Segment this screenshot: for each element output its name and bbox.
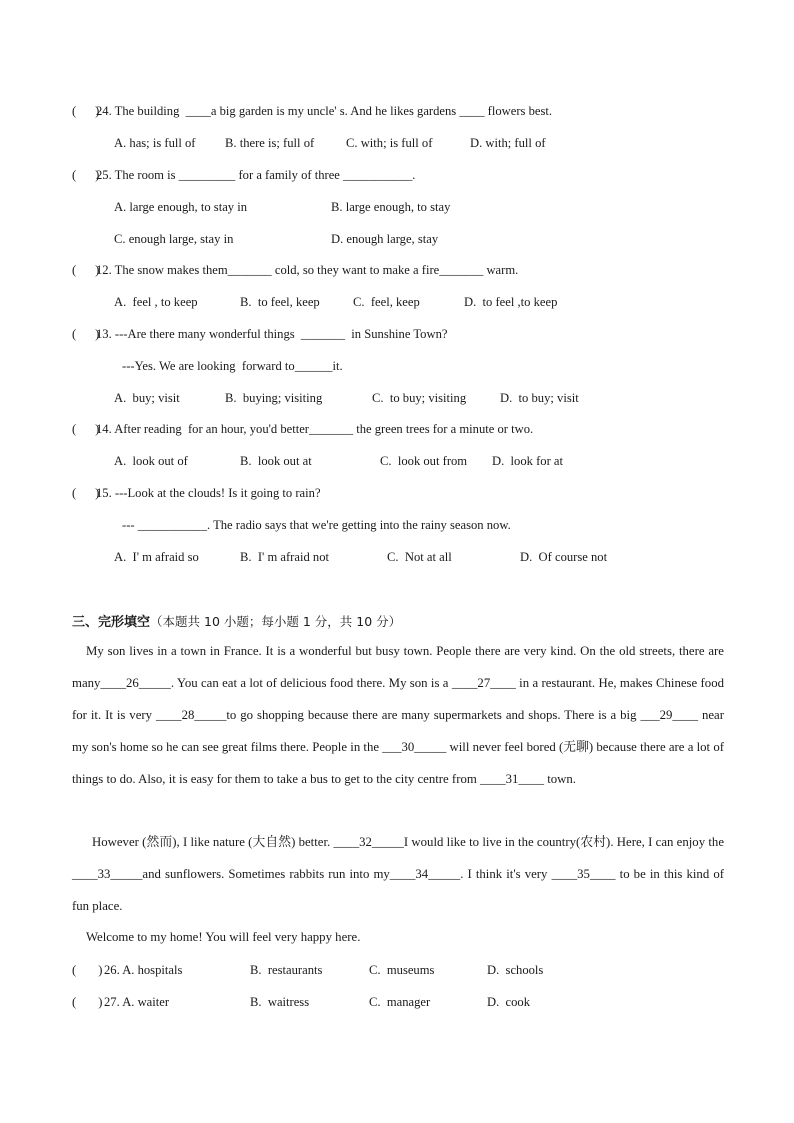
option-d: D. to feel ,to keep xyxy=(464,295,558,309)
option-a: A. I' m afraid so xyxy=(114,550,199,564)
section-subtitle: （本题共 10 小题；每小题 1 分，共 10 分） xyxy=(150,614,402,629)
question-stem: 24. The building ____a big garden is my uncle' s. And he likes gardens ____ flowers best. xyxy=(96,104,553,118)
question-stem: 13. ---Are there many wonderful things _______ in Sunshine Town? xyxy=(96,327,448,341)
question-stem: 25. The room is _________ for a family of three ___________. xyxy=(96,168,416,182)
option-b: B. look out at xyxy=(240,454,312,468)
cloze-option-d: D. cook xyxy=(487,995,531,1009)
blank-30: ___30_____ xyxy=(382,739,447,754)
option-b: B. to feel, keep xyxy=(240,295,320,309)
option-c: C. enough large, stay in xyxy=(114,232,234,246)
option-d: D. with; full of xyxy=(470,136,546,150)
option-c: C. Not at all xyxy=(387,550,452,564)
blank-26: ____26_____ xyxy=(100,675,171,690)
answer-paren[interactable]: ( ) xyxy=(72,486,100,500)
cloze-option-c: C. museums xyxy=(369,963,435,977)
passage-paragraph-1: My son lives in a town in France. It is a wonderful but busy town. People there are very kind. On the old streets, there are many____26_____. You can eat a lot of delicious food there. My son is a ____27____ in a restaurant. He, makes Chinese food for it. It is very ____28_____to go shopping because there are many supermarkets and shops. There is a big ___29____ near my son's home so he can see great films there. People in the ___30_____ will never feel bored (无聊) because there are a lot of things to do. Also, it is easy for them to take a bus to get to the city centre from ____31____ town. xyxy=(72,644,724,786)
option-c: C. with; is full of xyxy=(346,136,433,150)
option-d: D. enough large, stay xyxy=(331,232,439,246)
cloze-option-c: C. manager xyxy=(369,995,431,1009)
answer-paren[interactable]: ( ) xyxy=(72,104,100,118)
blank-27: ____27____ xyxy=(451,675,516,690)
option-c: C. look out from xyxy=(380,454,468,468)
answer-paren[interactable]: ( ) xyxy=(72,327,100,341)
blank-34: ____34_____ xyxy=(389,866,461,881)
answer-paren[interactable]: ( ) xyxy=(72,263,100,277)
cloze-option-a: 27. A. waiter xyxy=(104,995,170,1009)
option-a: A. buy; visit xyxy=(114,391,180,405)
answer-paren[interactable]: ( ) xyxy=(72,963,103,977)
option-d: D. look for at xyxy=(492,454,563,468)
dialogue-reply: --- ___________. The radio says that we're getting into the rainy season now. xyxy=(122,518,511,532)
section-title: 三、完形填空 xyxy=(72,615,151,630)
cloze-option-a: 26. A. hospitals xyxy=(104,963,183,977)
answer-paren[interactable]: ( ) xyxy=(72,995,103,1009)
question-stem: 15. ---Look at the clouds! Is it going to rain? xyxy=(96,486,321,500)
option-b: B. there is; full of xyxy=(225,136,315,150)
answer-paren[interactable]: ( ) xyxy=(72,422,100,436)
blank-28: ____28_____ xyxy=(155,707,227,722)
blank-29: ___29____ xyxy=(640,707,699,722)
passage-paragraph-2: However (然而), I like nature (大自然) better. ____32_____I would like to live in the country(农村). Here, I can enjoy the ____33_____and sunflowers. Sometimes rabbits run into my____34_____. I think it's very ____35____ to be in this kind of fun place. xyxy=(72,835,724,913)
option-a: A. large enough, to stay in xyxy=(114,200,248,214)
answer-paren[interactable]: ( ) xyxy=(72,168,100,182)
option-d: D. to buy; visit xyxy=(500,391,579,405)
cloze-option-b: B. restaurants xyxy=(250,963,323,977)
option-a: A. look out of xyxy=(114,454,188,468)
option-a: A. has; is full of xyxy=(114,136,196,150)
option-b: B. buying; visiting xyxy=(225,391,323,405)
option-b: B. I' m afraid not xyxy=(240,550,330,564)
question-stem: 14. After reading for an hour, you'd better_______ the green trees for a minute or two. xyxy=(96,422,534,436)
cloze-option-d: D. schools xyxy=(487,963,544,977)
option-b: B. large enough, to stay xyxy=(331,200,451,214)
dialogue-reply: ---Yes. We are looking forward to______it. xyxy=(122,359,343,373)
option-c: C. feel, keep xyxy=(353,295,420,309)
blank-35: ____35____ xyxy=(551,866,616,881)
section-heading xyxy=(72,611,401,630)
option-c: C. to buy; visiting xyxy=(372,391,467,405)
question-stem: 12. The snow makes them_______ cold, so they want to make a fire_______ warm. xyxy=(96,263,519,277)
option-a: A. feel , to keep xyxy=(114,295,198,309)
blank-32: ____32_____ xyxy=(333,835,404,849)
blank-31: ____31____ xyxy=(480,771,544,786)
option-d: D. Of course not xyxy=(520,550,608,564)
blank-33: ____33_____ xyxy=(72,866,143,881)
cloze-option-b: B. waitress xyxy=(250,995,310,1009)
passage-paragraph-3: Welcome to my home! You will feel very happy here. xyxy=(86,930,361,944)
